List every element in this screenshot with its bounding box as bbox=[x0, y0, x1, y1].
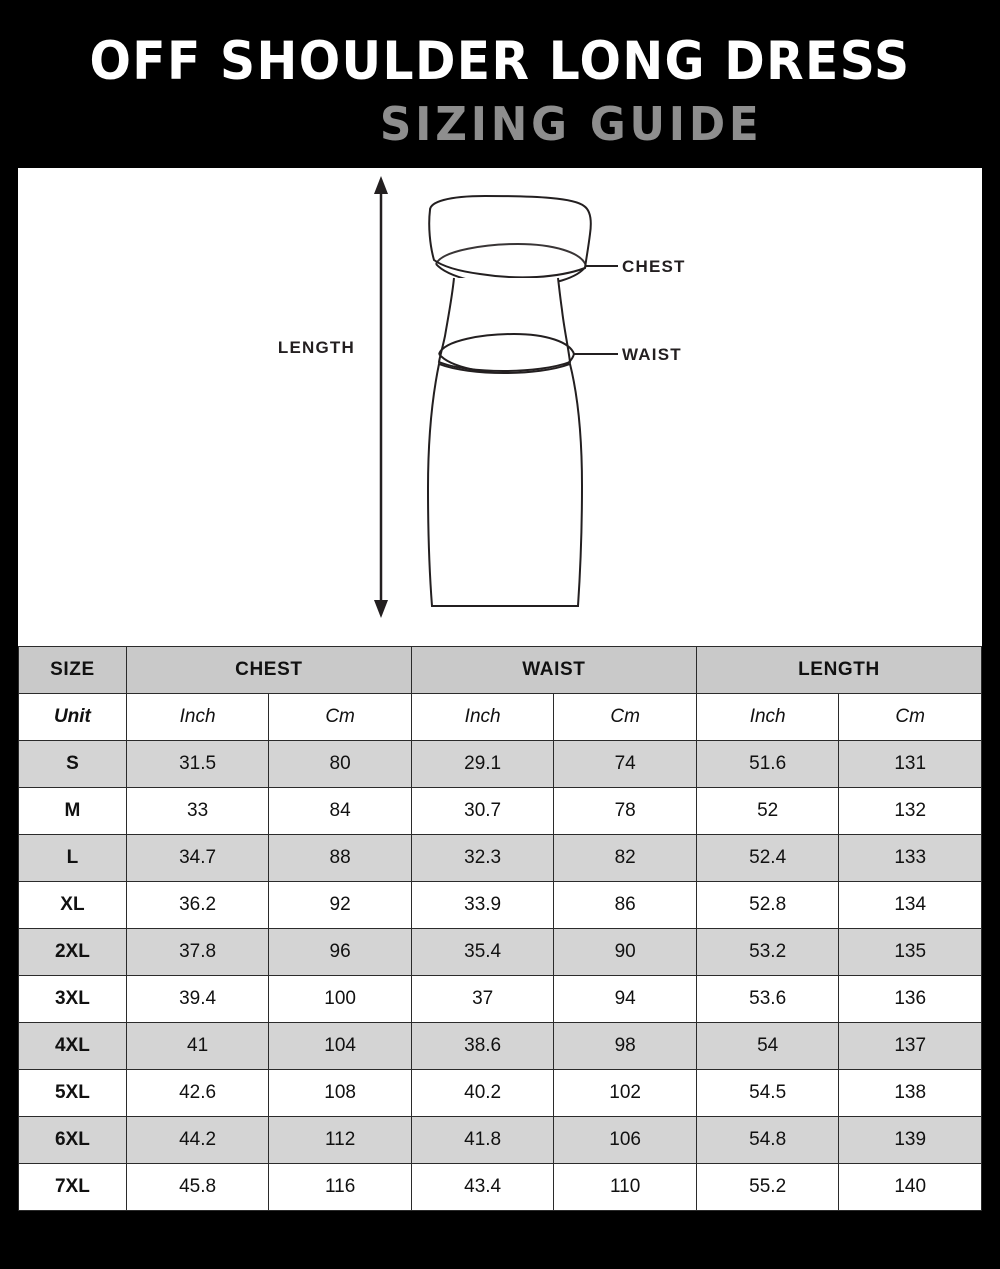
dress-outline bbox=[428, 196, 591, 606]
table-row bbox=[19, 928, 982, 975]
cell-waist-inch: 41.8 bbox=[411, 1116, 554, 1163]
cell-chest-cm: 84 bbox=[269, 787, 412, 834]
dress-illustration-panel bbox=[18, 168, 982, 646]
cell-chest-cm: 88 bbox=[269, 834, 412, 881]
length-arrow-icon bbox=[374, 176, 388, 618]
cell-length-inch: 54.8 bbox=[696, 1116, 839, 1163]
cell-chest-inch: 39.4 bbox=[126, 975, 269, 1022]
cell-chest-inch: 41 bbox=[126, 1022, 269, 1069]
cell-chest-inch: 45.8 bbox=[126, 1163, 269, 1210]
cell-length-cm: 132 bbox=[839, 787, 982, 834]
unit-chest-inch: Inch bbox=[126, 693, 269, 740]
cell-length-inch: 54.5 bbox=[696, 1069, 839, 1116]
cell-chest-cm: 112 bbox=[269, 1116, 412, 1163]
cell-chest-cm: 100 bbox=[269, 975, 412, 1022]
table-row bbox=[19, 1116, 982, 1163]
cell-waist-cm: 82 bbox=[554, 834, 697, 881]
cell-chest-inch: 34.7 bbox=[126, 834, 269, 881]
cell-chest-cm: 80 bbox=[269, 740, 412, 787]
chest-label: CHEST bbox=[622, 256, 686, 276]
cell-chest-cm: 116 bbox=[269, 1163, 412, 1210]
cell-size: 7XL bbox=[19, 1163, 127, 1210]
cell-length-cm: 140 bbox=[839, 1163, 982, 1210]
cell-waist-cm: 106 bbox=[554, 1116, 697, 1163]
cell-length-cm: 137 bbox=[839, 1022, 982, 1069]
cell-waist-inch: 43.4 bbox=[411, 1163, 554, 1210]
cell-length-cm: 134 bbox=[839, 881, 982, 928]
cell-chest-cm: 92 bbox=[269, 881, 412, 928]
table-row bbox=[19, 787, 982, 834]
unit-chest-cm: Cm bbox=[269, 693, 412, 740]
page-title: OFF SHOULDER LONG DRESS bbox=[89, 31, 911, 92]
header bbox=[0, 0, 1000, 168]
cell-waist-cm: 94 bbox=[554, 975, 697, 1022]
cell-size: 6XL bbox=[19, 1116, 127, 1163]
cell-chest-inch: 37.8 bbox=[126, 928, 269, 975]
unit-waist-cm: Cm bbox=[554, 693, 697, 740]
unit-length-inch: Inch bbox=[696, 693, 839, 740]
cell-size: XL bbox=[19, 881, 127, 928]
cell-size: 2XL bbox=[19, 928, 127, 975]
measurement-leader-lines bbox=[574, 266, 618, 354]
cell-waist-cm: 74 bbox=[554, 740, 697, 787]
cell-waist-inch: 40.2 bbox=[411, 1069, 554, 1116]
cell-size: 4XL bbox=[19, 1022, 127, 1069]
table-row bbox=[19, 1069, 982, 1116]
cell-waist-cm: 98 bbox=[554, 1022, 697, 1069]
cell-size: S bbox=[19, 740, 127, 787]
table-row bbox=[19, 834, 982, 881]
cell-length-cm: 138 bbox=[839, 1069, 982, 1116]
cell-waist-cm: 102 bbox=[554, 1069, 697, 1116]
cell-length-inch: 54 bbox=[696, 1022, 839, 1069]
cell-waist-cm: 86 bbox=[554, 881, 697, 928]
dress-diagram bbox=[18, 168, 982, 646]
cell-waist-cm: 90 bbox=[554, 928, 697, 975]
unit-length-cm: Cm bbox=[839, 693, 982, 740]
cell-chest-cm: 96 bbox=[269, 928, 412, 975]
cell-waist-cm: 110 bbox=[554, 1163, 697, 1210]
size-table bbox=[18, 646, 982, 1211]
table-row bbox=[19, 881, 982, 928]
cell-length-inch: 52.4 bbox=[696, 834, 839, 881]
cell-waist-inch: 35.4 bbox=[411, 928, 554, 975]
unit-label: Unit bbox=[19, 693, 127, 740]
cell-length-cm: 135 bbox=[839, 928, 982, 975]
table-unit-row bbox=[19, 693, 982, 740]
cell-length-inch: 52.8 bbox=[696, 881, 839, 928]
group-header-size: SIZE bbox=[19, 646, 127, 693]
page-subtitle: SIZING GUIDE bbox=[379, 96, 763, 151]
table-row bbox=[19, 740, 982, 787]
cell-size: M bbox=[19, 787, 127, 834]
cell-waist-inch: 32.3 bbox=[411, 834, 554, 881]
cell-length-inch: 53.2 bbox=[696, 928, 839, 975]
unit-waist-inch: Inch bbox=[411, 693, 554, 740]
cell-chest-cm: 104 bbox=[269, 1022, 412, 1069]
cell-chest-cm: 108 bbox=[269, 1069, 412, 1116]
cell-chest-inch: 44.2 bbox=[126, 1116, 269, 1163]
cell-waist-cm: 78 bbox=[554, 787, 697, 834]
cell-length-inch: 55.2 bbox=[696, 1163, 839, 1210]
table-row bbox=[19, 1022, 982, 1069]
waist-label: WAIST bbox=[622, 344, 682, 364]
cell-length-inch: 51.6 bbox=[696, 740, 839, 787]
cell-chest-inch: 33 bbox=[126, 787, 269, 834]
cell-size: 5XL bbox=[19, 1069, 127, 1116]
cell-size: 3XL bbox=[19, 975, 127, 1022]
cell-chest-inch: 42.6 bbox=[126, 1069, 269, 1116]
group-header-waist: WAIST bbox=[411, 646, 696, 693]
group-header-length: LENGTH bbox=[696, 646, 981, 693]
cell-chest-inch: 36.2 bbox=[126, 881, 269, 928]
table-group-header-row bbox=[19, 646, 982, 693]
cell-waist-inch: 33.9 bbox=[411, 881, 554, 928]
cell-waist-inch: 38.6 bbox=[411, 1022, 554, 1069]
size-table-wrapper bbox=[18, 646, 982, 1211]
cell-waist-inch: 29.1 bbox=[411, 740, 554, 787]
cell-length-cm: 131 bbox=[839, 740, 982, 787]
length-label: LENGTH bbox=[277, 337, 355, 357]
group-header-chest: CHEST bbox=[126, 646, 411, 693]
cell-waist-inch: 37 bbox=[411, 975, 554, 1022]
cell-length-cm: 139 bbox=[839, 1116, 982, 1163]
table-row bbox=[19, 1163, 982, 1210]
table-row bbox=[19, 975, 982, 1022]
cell-length-inch: 52 bbox=[696, 787, 839, 834]
cell-length-cm: 133 bbox=[839, 834, 982, 881]
cell-size: L bbox=[19, 834, 127, 881]
cell-length-cm: 136 bbox=[839, 975, 982, 1022]
cell-length-inch: 53.6 bbox=[696, 975, 839, 1022]
cell-chest-inch: 31.5 bbox=[126, 740, 269, 787]
cell-waist-inch: 30.7 bbox=[411, 787, 554, 834]
